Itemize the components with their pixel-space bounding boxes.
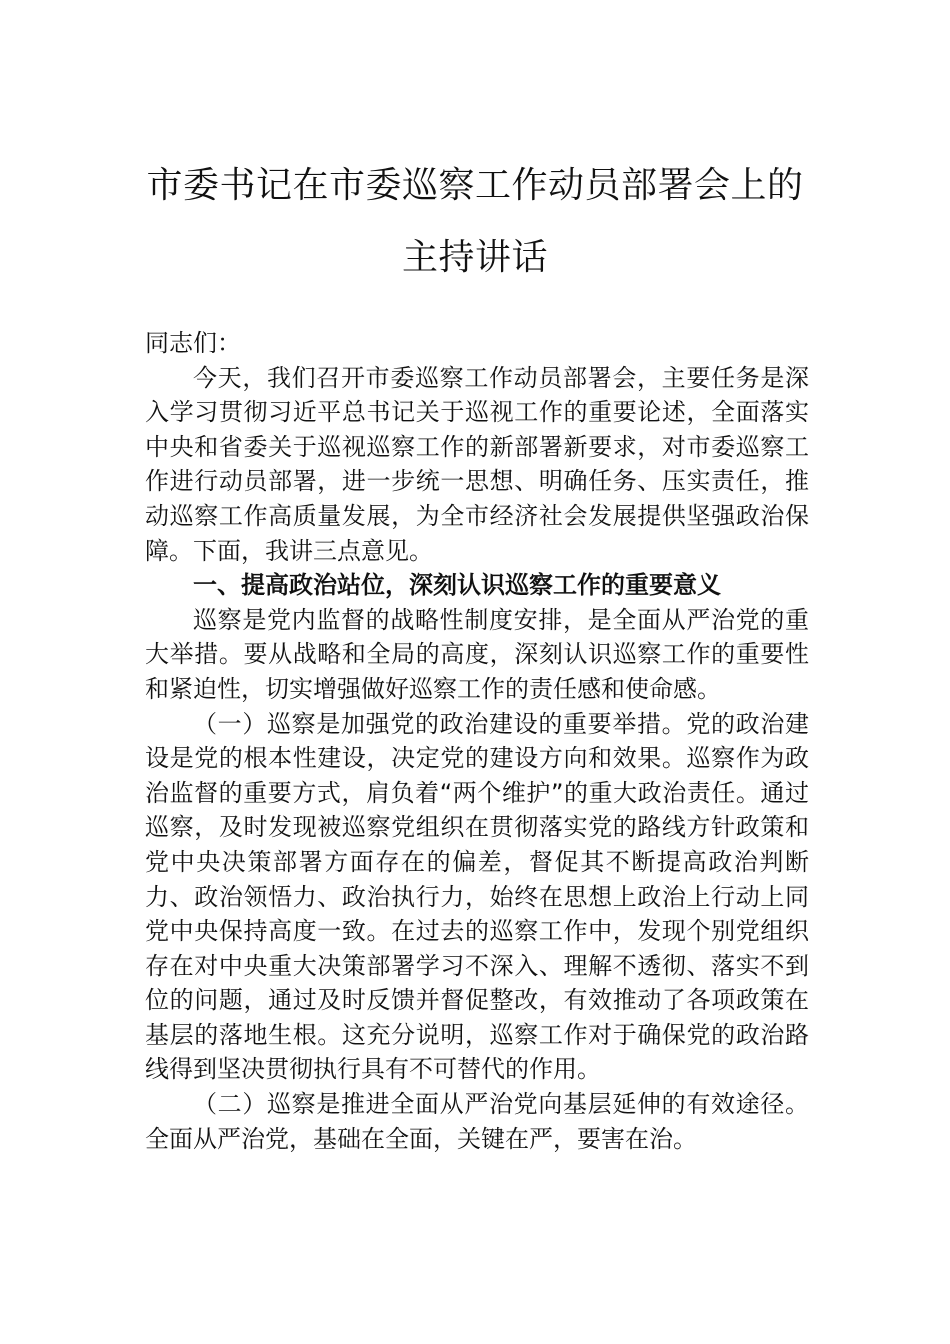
paragraph-section-1-intro: 巡察是党内监督的战略性制度安排，是全面从严治党的重大举措。要从战略和全局的高度，深刻认识巡察工作的重要性和紧迫性，切实增强做好巡察工作的责任感和使命感。	[145, 605, 809, 703]
salutation: 同志们：	[145, 329, 241, 357]
document-title-line-2: 主持讲话	[401, 237, 548, 278]
document-title-line-1: 市委书记在市委巡察工作动员部署会上的	[146, 165, 804, 206]
paragraph-intro: 今天，我们召开市委巡察工作动员部署会，主要任务是深入学习贯彻习近平总书记关于巡视工作的重要论述，全面落实中央和省委关于巡视巡察工作的新部署新要求，对市委巡察工作进行动员部署，进一步统一思想、明确任务、压实责任，推动巡察工作高质量发展，为全市经济社会发展提供坚强政治保障。下面，我讲三点意见。	[145, 363, 809, 565]
paragraph-point-2: （二）巡察是推进全面从严治党向基层延伸的有效途径。全面从严治党，基础在全面，关键在严，要害在治。	[145, 1090, 809, 1153]
section-heading-1: 一、提高政治站位，深刻认识巡察工作的重要意义	[193, 571, 721, 600]
paragraph-point-1: （一）巡察是加强党的政治建设的重要举措。党的政治建设是党的根本性建设，决定党的建设方向和效果。巡察作为政治监督的重要方式，肩负着“两个维护”的重大政治责任。通过巡察，及时发现被巡察党组织在贯彻落实党的路线方针政策和党中央决策部署方面存在的偏差，督促其不断提高政治判断力、政治领悟力、政治执行力，始终在思想上政治上行动上同党中央保持高度一致。在过去的巡察工作中，发现个别党组织存在对中央重大决策部署学习不深入、理解不透彻、落实不到位的问题，通过及时反馈并督促整改，有效推动了各项政策在基层的落地生根。这充分说明，巡察工作对于确保党的政治路线得到坚决贯彻执行具有不可替代的作用。	[145, 709, 809, 1084]
document-body	[145, 326, 809, 1156]
